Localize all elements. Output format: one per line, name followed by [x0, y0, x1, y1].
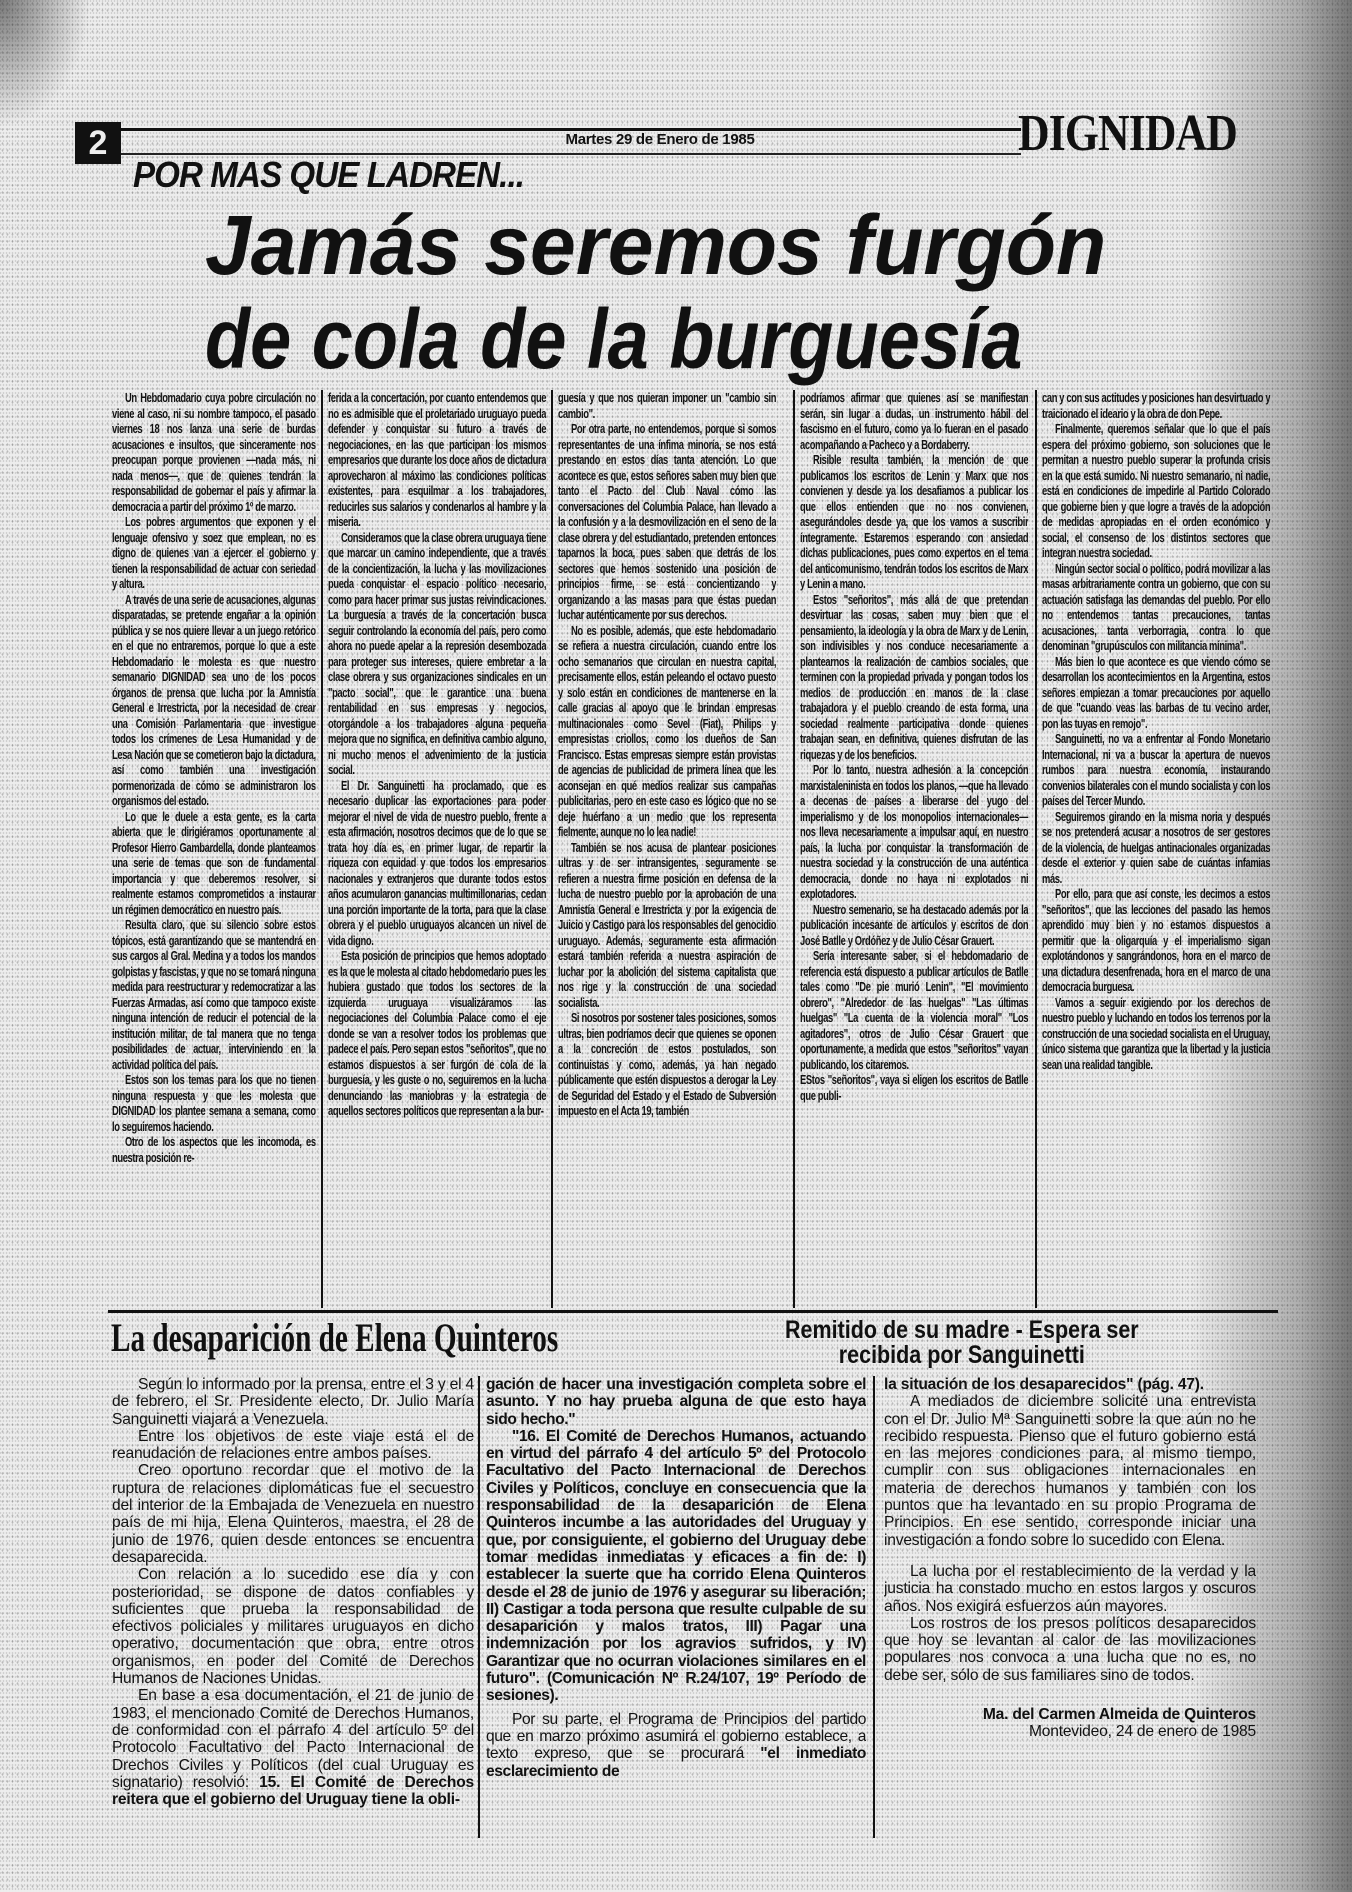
paragraph: Creo oportuno recordar que el motivo de la ruptura de relaciones diplomáticas fue el secuestro del interior de la Embajada de Venezuela en nuestro país de mi hija, Elena Quinteros, maestra, el 28 de junio de 1976, quien desde entonces se encuentra desaparecida. [112, 1462, 474, 1566]
paragraph: can y con sus actitudes y posiciones han desvirtuado y traicionado el ideario y la obra de don Pepe. [1042, 390, 1271, 421]
paragraph: A mediados de diciembre solicité una entrevista con el Dr. Julio Mª Sanguinetti sobre la que aún no he recibido respuesta. Pienso que el futuro gobierno está en las mejores condiciones para, al mismo tiempo, cumplir con sus obligaciones internacionales en materia de derechos humanos y también con los puntos que ha levantado en su propio Programa de Principios. En ese sentido, corresponde iniciar una investigación a fondo sobre lo sucedido con Elena. [884, 1393, 1256, 1549]
letter-column-2 [486, 1376, 866, 1846]
paragraph: Por ello, para que así conste, les decimos a estos "señoritos", que las lecciones del pasado las hemos aprendido muy bien y no estamos dispuestos a permitir que la oligarquía y el imperialismo sigan explotándonos y sangrándonos, hora en el marco de una dictadura desenfrenada, hora en el marco de una democracia burguesa. [1042, 886, 1271, 994]
paragraph: Por lo tanto, nuestra adhesión a la concepción marxistaleninista en todos los planos, —que ha llevado a decenas de países a liberarse del yugo del imperialismo y de los monopolios internacionales— nos lleva necesariamente a impulsar aquí, en nuestro país, la lucha por conquistar la transformación de nuestra sociedad y la construcción de una auténtica democracia, donde no haya ni explotados ni explotadores. [800, 762, 1029, 901]
paragraph: Según lo informado por la prensa, entre el 3 y el 4 de febrero, el Sr. Presidente electo, Dr. Julio María Sanguinetti viajará a Venezuela. [112, 1376, 474, 1428]
paragraph: Por otra parte, no entendemos, porque si somos representantes de una ínfima minoría, se nos está prestando en estos días tanta atención. Lo que acontece es que, estos señores saben muy bien que tanto el Pacto del Club Naval cómo las conversaciones del Columbia Palace, han llevado a la confusión y a la desmovilización en el seno de la clase obrera y del estudiantado, pretenden entonces taparnos la boca, pues saben que detrás de los sectores que hemos sostenido una posición de principios firme, se está concientizando y organizando a las masas para que éstas puedan luchar auténticamente por sus derechos. [558, 421, 777, 622]
quoted-program: "el inmediato esclarecimiento de [486, 1745, 866, 1780]
paragraph: Con relación a lo sucedido ese día y con posterioridad, se dispone de datos confiables y suficientes que prueba la responsabilidad de efectivos policiales y militares uruguayos en dicho operativo, documentación que obra, entre otros organismos, en poder del Comité de Derechos Humanos de Naciones Unidas. [112, 1566, 474, 1688]
column-divider [478, 1376, 480, 1838]
paragraph: guesía y que nos quieran imponer un "cambio sin cambio". [558, 390, 777, 421]
letter-headline: La desaparición de Elena Quinteros [111, 1315, 559, 1360]
paragraph: Sanguinetti, no va a enfrentar al Fondo Monetario Internacional, ni va a buscar la apertura de nuevos rumbos para nuestra economía, instaurando convenios bilaterales con el mundo socialista y con los países del Tercer Mundo. [1042, 731, 1271, 808]
article-column-3 [558, 390, 776, 1306]
paragraph: Finalmente, queremos señalar que lo que el país espera del próximo gobierno, son soluciones que le permitan a nuestro pueblo superar la profunda crisis en la que está sumido. Ni nuestro semanario, ni nadie, está en condiciones de impedirle al Partido Colorado que gobierne bien y que logre a través de la adopción de medidas apropiadas en el orden económico y social, el consenso de los distintos sectores que integran nuestra sociedad. [1042, 421, 1271, 560]
paragraph: Un Hebdomadario cuya pobre circulación no viene al caso, ni su nombre tampoco, el pasado viernes 18 nos lanza una serie de burdas acusaciones e insultos, que sinceramente nos preocupan porque provienen —nada más, ni nada menos—, que de quienes tendrán la responsabilidad de gobernar el país y afirmar la democracia a partir del próximo 1º de marzo. [112, 390, 316, 514]
paragraph: Seguiremos girando en la misma noria y después se nos pretenderá acusar a nosotros de ser gestores de la violencia, de huelgas antinacionales organizadas desde el exterior y quien sabe de cuántas infamias más. [1042, 808, 1271, 886]
article-column-2 [328, 390, 546, 1306]
paragraph: También se nos acusa de plantear posiciones ultras y de ser intransigentes, seguramente se refieren a nuestra firme posición en defensa de la lucha de nuestro pueblo por la aprobación de una Amnistía General e Irrestricta y por la exigencia de Juicio y Castigo para los responsables del genocidio uruguayo. Además, seguramente esta afirmación estará también referida a nuestra aspiración de luchar por la abolición del sistema capitalista que nos rige y la construcción de una sociedad socialista. [558, 839, 777, 1010]
paragraph: "16. El Comité de Derechos Humanos, actuando en virtud del párrafo 4 del artículo 5º del Protocolo Facultativo del Pacto Internacional de Derechos Civiles y Políticos, concluye en consecuencia que la responsabilidad de la desaparición de Elena Quinteros incumbe a las autoridades del Uruguay y que, por consiguiente, el gobierno del Uruguay debe tomar medidas inmediatas y eficaces a fin de: I) establecer la suerte que ha corrido Elena Quinteros desde el 28 de junio de 1976 y asegurar su liberación; II) Castigar a toda persona que resulte culpable de su desaparición y malos tratos, III) Pagar una indemnización por los agravios sufridos, y IV) Garantizar que no ocurran violaciones similares en el futuro". (Comunicación Nº R.24/107, 19º Período de sesiones). [486, 1427, 866, 1705]
masthead-logo: DIGNIDAD [1018, 105, 1237, 162]
quoted-resolution: 15. El Comité de Derechos reitera que el gobierno del Uruguay tiene la obli- [112, 1773, 474, 1809]
page-number: 2 [75, 122, 121, 164]
paragraph: Entre los objetivos de este viaje está el de reanudación de relaciones entre ambos países. [112, 1427, 474, 1463]
paragraph: Lo que le duele a esta gente, es la carta abierta que le dirigiéramos oportunamente al Profesor Hierro Gambardella, donde planteamos una serie de temas que son de fundamental importancia y que deberemos resolver, si realmente estamos comprometidos a instaurar un régimen democrático en nuestro país. [112, 808, 316, 917]
paragraph: Si nosotros por sostener tales posiciones, somos ultras, bien podríamos decir que quienes se oponen a la concreción de estos postulados, son continuistas y como, además, ya han negado públicamente que estén dispuestos a derogar la Ley de Seguridad del Estado y el Estado de Subversión impuesto en el Acta 19, también [558, 1010, 777, 1118]
place-date: Montevideo, 24 de enero de 1985 [1028, 1723, 1256, 1741]
letter-column-1 [112, 1376, 474, 1846]
paragraph: podríamos afirmar que quienes así se manifiestan serán, sin lugar a dudas, un instrumento hábil del fascismo en el futuro, como ya lo fueran en el pasado acompañando a Pacheco y a Bordaberry. [800, 390, 1029, 452]
section-divider [108, 1310, 1278, 1313]
article-column-5 [1042, 390, 1270, 1306]
paragraph: Resulta claro, que su silencio sobre estos tópicos, está garantizando que se mantendrá en sus cargos al Gral. Medina y a todos los mandos golpistas y fascistas, y que no se tomará ninguna medida para reestructurar y redemocratizar a las Fuerzas Armadas, así como que tampoco existe ninguna intención de reducir el potencial de la institución militar, de tal manera que no tenga posibilidades de actuar, interviniendo en la actividad política del país. [112, 917, 316, 1072]
text: Por su parte, el Programa de Principios del partido que en marzo próximo asumirá el gobierno establece, a texto expreso, que se procurará [486, 1710, 866, 1763]
headline-line-2: de cola de la burguesía [205, 292, 1023, 386]
paragraph: El Dr. Sanguinetti ha proclamado, que es necesario duplicar las exportaciones para poder mejorar el nivel de vida de nuestro pueblo, frente a esta afirmación, nosotros decimos que de lo que se trata hoy día es, en primer lugar, de repartir la riqueza con equidad y que todos los empresarios nacionales y extranjeros que durante todos estos años acumularon ganancias multimillonarias, cedan una porción importante de la torta, para que la clase obrera y el pueblo uruguayos alcancen un nivel de vida digno. [328, 777, 547, 948]
paragraph: Risible resulta también, la mención de que publicamos los escritos de Lenin y Marx que nos convienen y desde ya los desafiamos a publicar los que ellos entienden que no nos convienen, asegurándoles desde ya, que los vamos a suscribir íntegramente. Estaremos esperando con ansiedad dichas publicaciones, pues como expertos en el tema del anticomunismo, tendrán todos los escritos de Marx y Lenin a mano. [800, 452, 1029, 591]
subheadline-line-2: recibida por Sanguinetti [838, 1341, 1085, 1369]
paragraph [112, 1687, 474, 1808]
paragraph: Los rostros de los presos políticos desaparecidos que hoy se levantan al calor de las movilizaciones populares nos convoca a una lucha que no es, no debe ser, sólo de sus familiares sino de todos. [884, 1614, 1256, 1684]
paragraph: La lucha por el restablecimiento de la verdad y la justicia ha constado mucho en estos largos y oscuros años. Nos exigirá esfuerzos aún mayores. [884, 1562, 1256, 1615]
paragraph: Nuestro semenario, se ha destacado además por la publicación incesante de artículos y escritos de don José Batlle y Ordóñez y de Julio César Grauert. [800, 901, 1029, 948]
signature: Ma. del Carmen Almeida de Quinteros [982, 1706, 1256, 1724]
letter-column-3 [884, 1376, 1256, 1856]
paragraph: Consideramos que la clase obrera uruguaya tiene que marcar un camino independiente, que a través de la concientización, la lucha y las movilizaciones pueda conquistar el espacio político necesario, como para hacer primar sus justas reivindicaciones. La burguesía a través de la concertación busca seguir controlando la economía del país, pero como ahora no puede apelar a la represión desembozada para proteger sus intereses, quiere embretar a la clase obrera y sus organizaciones sindicales en un "pacto social", que le garantice una buena rentabilidad en sus empresas y negocios, otorgándole a los trabajadores alguna pequeña mejora que no significa, en definitiva cambio alguno, ni mucho menos el advenimiento de la justicia social. [328, 529, 547, 777]
article-column-4 [800, 390, 1028, 1306]
column-divider [1035, 390, 1037, 1308]
paragraph: Estos son los temas para los que no tienen ninguna respuesta y que les molesta que DIGNIDAD los plantee semana a semana, como lo seguiremos haciendo. [112, 1072, 316, 1134]
paragraph: Otro de los aspectos que les incomoda, es nuestra posición re- [112, 1134, 316, 1165]
text: En base a esa documentación, el 21 de junio de 1983, el mencionado Comité de Derechos Humanos, de conformidad con el párrafo 4 del artículo 5º del Protocolo Facultativo del Pacto Internacional de Drechos Civiles y Políticos (del cual Uruguay es signatario) resolvió: [112, 1687, 474, 1791]
paragraph: A través de una serie de acusaciones, algunas disparatadas, se pretende engañar a la opinión pública y se nos quiere llevar a un juego retórico en el que no entraremos, porque lo que a este Hebdomadario le molesta es que nuestro semanario DIGNIDAD sea uno de los pocos órganos de prensa que lucha por la Amnistía General e Irrestricta, por la necesidad de crear una Comisión Parlamentaria que investigue todos los crímenes de Lesa Humanidad y de Lesa Nación que se cometieron bajo la dictadura, así como también una investigación pormenorizada de cómo se administraron los organismos del estado. [112, 591, 316, 808]
paragraph: EStos "señoritos", vaya si eligen los escritos de Batlle que publi- [800, 1072, 1029, 1103]
paragraph: ferida a la concertación, por cuanto entendemos que no es admisible que el proletariado uruguayo pueda defender y conquistar su futuro a través de negociaciones, en las que participan los mismos empresarios que durante los doce años de dictadura aprovecharon al máximo las condiciones políticas existentes, para esquilmar a los trabajadores, reducirles sus salarios y condenarlos al hambre y la miseria. [328, 390, 547, 529]
paragraph [486, 1711, 866, 1780]
article-column-1 [112, 390, 316, 1306]
letter-subheadline [785, 1318, 1139, 1368]
paragraph: Sería interesante saber, si el hebdomadario de referencia está dispuesto a publicar artículos de Batlle tales como "De pie murió Lenin", "El movimiento obrero", "Alrededor de las huelgas" "Las últimas huelgas" "La cuenta de la violencia moral" "Los agitadores", otros de Julio César Grauert que oportunamente, a medida que estos "señoritos" vayan publicando, los citaremos. [800, 948, 1029, 1072]
column-divider [793, 390, 795, 1308]
paragraph: gación de hacer una investigación completa sobre el asunto. Y no hay prueba alguna de que esto haya sido hecho." [486, 1376, 866, 1428]
paragraph: Esta posición de principios que hemos adoptado es la que le molesta al citado hebdomedario pues les hubiera gustado que todos los sectores de la izquierda uruguaya visualizáramos las negociaciones del Columbia Palace como el eje donde se van a resolver todos los problemas que padece el país. Pero sepan estos "señoritos", que no estamos dispuestos a ser furgón de cola de la burguesía, y les guste o no, seguiremos en la lucha denunciando las maniobras y la estrategia de aquellos sectores políticos que representan a la bur- [328, 948, 547, 1118]
paragraph: Ningún sector social o político, podrá movilizar a las masas arbitrariamente contra un gobierno, que con su actuación satisfaga las demandas del pueblo. Por ello no entendemos tantas precauciones, tantas acusaciones, tanta verborragia, contra lo que denominan "grupúsculos con militancia mínima". [1042, 560, 1271, 653]
column-divider [873, 1376, 875, 1838]
paragraph: la situación de los desaparecidos" (pág. 47). [884, 1376, 1204, 1393]
paragraph: Más bien lo que acontece es que viendo cómo se desarrollan los acontecimientos en la Argentina, estos señores empiezan a tomar precauciones por aquello de que "cuando veas las barbas de tu vecino arder, pon las tuyas en remojo". [1042, 653, 1271, 731]
article-kicker: POR MAS QUE LADREN... [133, 154, 525, 195]
column-divider [321, 390, 323, 1308]
issue-date: Martes 29 de Enero de 1985 [565, 131, 755, 148]
headline-line-1: Jamás seremos furgón [205, 198, 1107, 292]
column-divider [551, 390, 553, 1308]
paragraph: Vamos a seguir exigiendo por los derechos de nuestro pueblo y luchando en todos los terrenos por la construcción de una sociedad socialista en el Uruguay, único sistema que garantiza que la libertad y la justicia sean una realidad tangible. [1042, 994, 1271, 1072]
paragraph: Los pobres argumentos que exponen y el lenguaje ofensivo y soez que emplean, no es digno de quienes van a ejercer el gobierno y tienen la responsabilidad de actuar con seriedad y altura. [112, 514, 316, 591]
paragraph: No es posible, además, que este hebdomadario se refiera a nuestra circulación, cuando entre los ocho semanarios que circulan en nuestra capital, precisamente ellos, están peleando el octavo puesto y solo están en condiciones de mantenerse en la calle gracias al apoyo que le brindan empresas multinacionales como Sevel (Fiat), Philips y empresistas criollos, como los dueños de San Francisco. Estas empresas siempre están provistas de agencias de publicidad de primera línea que les aconsejan en qué medios realizar sus campañas publicitarias, pero en este caso es lógico que no se deje huérfano a un medio que los representa fielmente, aunque no lo lea nadie! [558, 622, 777, 839]
paragraph: Estos "señoritos", más allá de que pretendan desvirtuar las cosas, saben muy bien que el pensamiento, la ideología y la obra de Marx y de Lenin, son indivisibles y nos conduce necesariamente a plantearnos la realización de cambios sociales, que terminen con la propiedad privada y pongan todos los medios de producción en manos de la clase trabajadora y el pueblo creando de esta forma, una sociedad realmente participativa donde quienes trabajan sean, en definitiva, quienes disfrutan de las riquezas y de los beneficios. [800, 591, 1029, 762]
subheadline-line-1: Remitido de su madre - Espera ser [785, 1316, 1139, 1344]
